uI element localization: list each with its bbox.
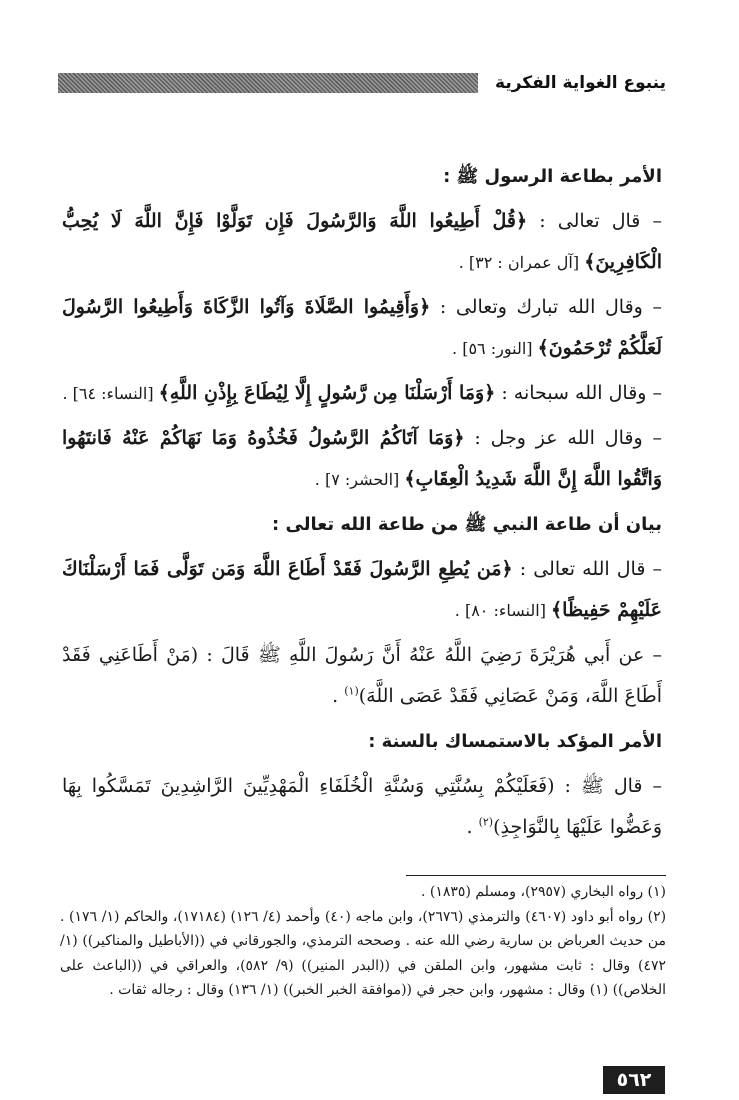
verse-reference: [النور: ٥٦] .	[452, 339, 538, 358]
verse-paragraph	[62, 418, 662, 500]
hadith-text: (مَنْ أَطَاعَنِي فَقَدْ أَطَاعَ اللَّهَ، وَمَنْ عَصَانِي فَقَدْ عَصَى اللَّهَ)	[62, 644, 662, 707]
hadith-text: (فَعَلَيْكُمْ بِسُنَّتِي وَسُنَّةِ الْخُلَفَاءِ الْمَهْدِيِّينَ الرَّاشِدِينَ تَمَسَّكُوا بِهَا وَعَضُّوا عَلَيْهَا بِالنَّوَاجِذِ)	[62, 775, 662, 838]
paragraph-intro: – عن أَبي هُرَيْرَةَ رَضِيَ اللَّهُ عَنْهُ أَنَّ رَسُولَ اللَّهِ ﷺ قَالَ :	[198, 644, 662, 666]
verse-reference: [الحشر: ٧] .	[314, 470, 405, 489]
verse-paragraph	[62, 373, 662, 414]
paragraph-intro: – قال ﷺ :	[554, 775, 662, 797]
quran-verse: ﴿وَمَا أَرْسَلْنَا مِن رَّسُولٍ إِلَّا لِيُطَاعَ بِإِذْنِ اللَّهِ﴾	[158, 382, 496, 404]
section-heading: بيان أن طاعة النبي ﷺ من طاعة الله تعالى :	[272, 514, 662, 535]
paragraph-intro: – قال الله تعالى :	[512, 558, 662, 580]
verse-paragraph	[62, 201, 662, 283]
footnote: (١) رواه البخاري (٢٩٥٧)، ومسلم (١٨٣٥) .	[421, 884, 666, 900]
paragraph-end: .	[466, 816, 479, 838]
quran-verse: ﴿قُلْ أَطِيعُوا اللَّهَ وَالرَّسُولَ فَإِن تَوَلَّوْا فَإِنَّ اللَّهَ لَا يُحِبُّ الْكَافِرِينَ﴾	[62, 210, 662, 273]
paragraph-end: .	[332, 685, 345, 707]
quran-verse: ﴿مَن يُطِعِ الرَّسُولَ فَقَدْ أَطَاعَ اللَّهَ وَمَن تَوَلَّى فَمَا أَرْسَلْنَاكَ عَلَيْهِمْ حَفِيظًا﴾	[62, 558, 662, 621]
verse-reference: [النساء: ٨٠] .	[454, 601, 552, 620]
verse-reference: [آل عمران : ٣٢] .	[458, 253, 585, 272]
hadith-paragraph	[62, 635, 662, 717]
verse-paragraph	[62, 549, 662, 631]
quran-verse: ﴿وَمَا آتَاكُمُ الرَّسُولُ فَخُذُوهُ وَمَا نَهَاكُمْ عَنْهُ فَانتَهُوا وَاتَّقُوا اللَّهَ إِنَّ اللَّهَ شَدِيدُ الْعِقَابِ﴾	[62, 427, 662, 490]
footnote: (٢) رواه أبو داود (٤٦٠٧) والترمذي (٢٦٧٦)، وابن ماجه (٤٠) وأحمد (٤/ ١٢٦) (١٧١٨٤)، والحاكم (١/ ١٧٦) . من حديث العرباض بن سارية رضي الله عنه . وصححه الترمذي، والجورقاني في ((الأباطيل والمناكير)) (١/ ٤٧٢) وقال : ثابت مشهور، وابن الملقن في ((البدر المنير)) (٩/ ٥٨٢)، والعراقي في ((الباعث على الخلاص)) (١) وقال : مشهور، وابن حجر في ((موافقة الخبر الخبر)) (١/ ١٣٦) وقال : رجاله ثقات .	[60, 908, 667, 998]
paragraph-intro: – وقال الله سبحانه :	[495, 382, 662, 404]
paragraph-intro: – وقال الله تبارك وتعالى :	[430, 296, 662, 318]
verse-paragraph	[62, 287, 662, 369]
paragraph-intro: – وقال الله عز وجل :	[464, 427, 662, 449]
main-text	[62, 150, 662, 848]
section-heading: الأمر المؤكد بالاستمساك بالسنة :	[368, 731, 662, 752]
footnotes	[60, 880, 666, 1003]
hadith-paragraph	[62, 766, 662, 848]
verse-reference: [النساء: ٦٤] .	[62, 384, 159, 403]
paragraph-intro: – قال تعالى :	[527, 210, 662, 232]
footnote-divider	[406, 875, 666, 876]
running-header-title: ينبوع الغواية الفكرية	[495, 73, 666, 93]
quran-verse: ﴿وَأَقِيمُوا الصَّلَاةَ وَآتُوا الزَّكَاةَ وَأَطِيعُوا الرَّسُولَ لَعَلَّكُمْ تُرْحَمُونَ﴾	[62, 296, 662, 359]
footnote-marker: (١)	[344, 684, 359, 698]
header-decorative-bar	[58, 73, 478, 93]
page-number: ٥٦٢	[603, 1066, 665, 1094]
running-header	[58, 71, 666, 95]
section-heading: الأمر بطاعة الرسول ﷺ :	[443, 166, 662, 187]
footnote-marker: (٢)	[478, 815, 494, 829]
